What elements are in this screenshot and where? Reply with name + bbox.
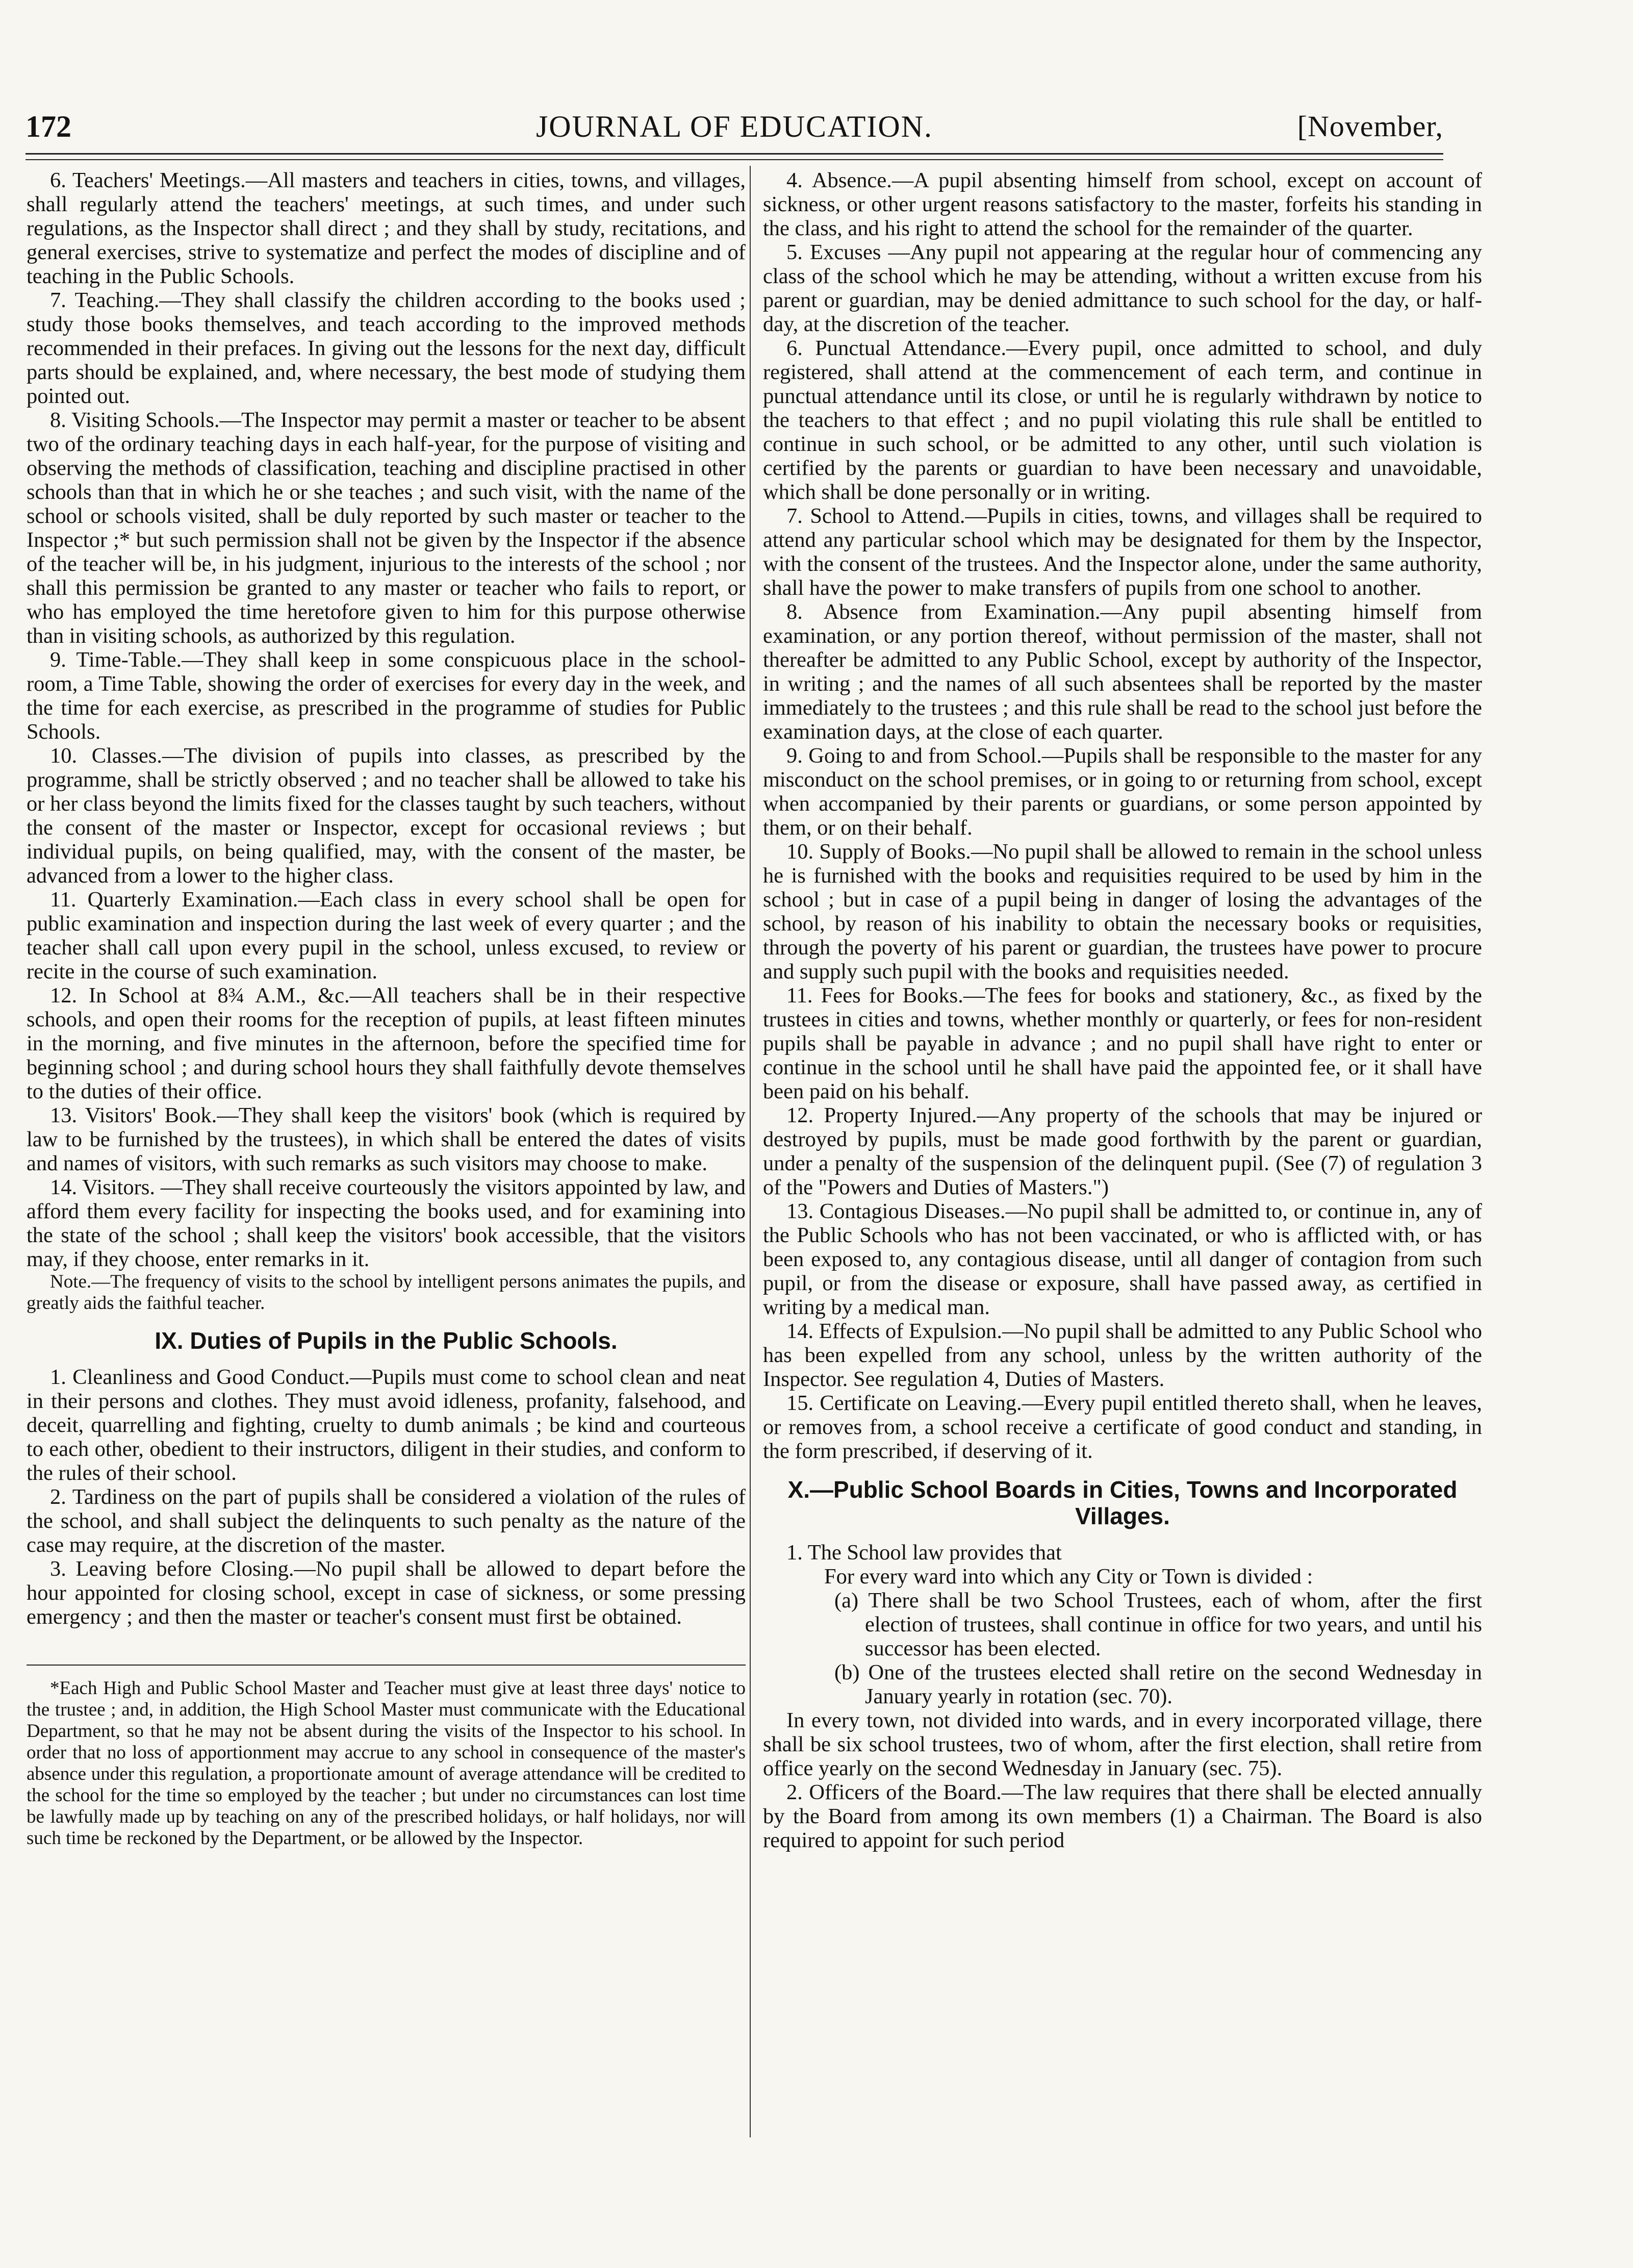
- clause: For every ward into which any City or Town is divided :: [824, 1565, 1313, 1589]
- journal-title: JOURNAL OF EDUCATION.: [535, 110, 933, 143]
- section-heading-ix: IX. Duties of Pupils in the Public Schools.: [155, 1327, 618, 1354]
- regulation-paragraph: 10. Supply of Books.—No pupil shall be allowed to remain in the school unless he is furnished with the books and requisities required to be used by him in the school ; but in case of a pupil being in danger of losing the advantages of the school, by reason of his inability to obtain the necessary books or requisities, through the poverty of his parent or guardian, the trustees have power to procure and supply such pupil with the books and requisities needed.: [763, 840, 1482, 984]
- regulation-paragraph: 13. Visitors' Book.—They shall keep the visitors' book (which is required by law to be furnished by the trustees), in which shall be entered the dates of visits and names of visitors, with such remarks as such visitors may choose to make.: [27, 1103, 746, 1175]
- clause: 1. The School law provides that: [786, 1541, 1062, 1565]
- regulation-paragraph: 13. Contagious Diseases.—No pupil shall be admitted to, or continue in, any of the Public Schools who has not been vaccinated, or who is afflicted with, or has been exposed to, any contagious disease, until all danger of contagion from such pupil, or from the disease or exposure, shall have passed away, as certified in writing by a medical man.: [763, 1199, 1482, 1319]
- clause-item-a: (a) There shall be two School Trustees, each of whom, after the first election of trustees, shall continue in office for two years, and until his successor has been elected.: [834, 1589, 1482, 1660]
- regulation-paragraph: 11. Quarterly Examination.—Each class in every school shall be open for public examination and inspection during the last week of every quarter ; and the teacher shall call upon every pupil in the school, unless excused, to review or recite in the course of such examination.: [27, 888, 746, 984]
- regulation-paragraph: 7. Teaching.—They shall classify the children according to the books used ; study those books themselves, and teach according to the improved methods recommended in their prefaces. In giving out the lessons for the next day, difficult parts should be explained, and, where necessary, the best mode of studying them pointed out.: [27, 288, 746, 408]
- regulation-paragraph: 9. Time-Table.—They shall keep in some conspicuous place in the school-room, a Time Table, showing the order of exercises for every day in the week, and the time for each exercise, as prescribed in the programme of studies for Public Schools.: [27, 648, 746, 744]
- clause: In every town, not divided into wards, and in every incorporated village, there shall be six school trustees, two of whom, after the first election, shall retire from office yearly on the second Wednesday in January (sec. 75).: [763, 1708, 1482, 1780]
- regulation-paragraph: 4. Absence.—A pupil absenting himself from school, except on account of sickness, or other urgent reasons satisfactory to the master, forfeits his standing in the class, and his right to attend the school for the remainder of the quarter.: [763, 168, 1482, 240]
- footnote: *Each High and Public School Master and Teacher must give at least three days' notice to the trustee ; and, in addition, the High School Master must communicate with the Educational Department, so that he may not be absent during the visits of the Inspector to his school. In order that no loss of apportionment may accrue to any school in consequence of the master's absence under this regulation, a proportionate amount of average attendance will be credited to the school for the time so employed by the teacher ; but under no circumstances can lost time be lawfully made up by teaching on any of the prescribed holidays, or half holidays, nor will such time be reckoned by the Department, or be allowed by the Inspector.: [27, 1678, 746, 1849]
- regulation-paragraph: 12. In School at 8¾ A.M., &c.—All teachers shall be in their respective schools, and open their rooms for the reception of pupils, at least fifteen minutes in the morning, and five minutes in the afternoon, before the specified time for beginning school ; and during school hours they shall faithfully devote themselves to the duties of their office.: [27, 984, 746, 1103]
- section-heading-x: X.—Public School Boards in Cities, Towns and Incorporated Villages.: [787, 1476, 1458, 1529]
- regulation-paragraph: 8. Absence from Examination.—Any pupil absenting himself from examination, or any portion thereof, without permission of the master, shall not thereafter be admitted to any Public School, except by authority of the Inspector, in writing ; and the names of all such absentees shall be reported by the master immediately to the trustees ; and this rule shall be read to the school just before the examination days, at the close of each quarter.: [763, 600, 1482, 744]
- page-header: [25, 109, 1443, 155]
- regulation-paragraph: 12. Property Injured.—Any property of the schools that may be injured or destroyed by pupils, must be made good forthwith by the parent or guardian, under a penalty of the suspension of the delinquent pupil. (See (7) of regulation 3 of the "Powers and Duties of Masters."): [763, 1103, 1482, 1199]
- regulation-paragraph: 6. Teachers' Meetings.—All masters and teachers in cities, towns, and villages, shall regularly attend the teachers' meetings, at such times, and under such regulations, as the Inspector shall direct ; and they shall by study, recitations, and general exercises, strive to systematize and perfect the modes of discipline and of teaching in the Public Schools.: [27, 168, 746, 288]
- regulation-paragraph: 6. Punctual Attendance.—Every pupil, once admitted to school, and duly registered, shall attend at the commencement of each term, and continue in punctual attendance until its close, or until he is regularly withdrawn by notice to the teachers to that effect ; and no pupil violating this rule shall be entitled to continue in such school, or be admitted to any other, until such violation is certified by the parents or guardian to have been necessary and unavoidable, which shall be done personally or in writing.: [763, 336, 1482, 504]
- footnote-rule: [27, 1665, 746, 1666]
- page-number: 172: [25, 110, 71, 143]
- regulation-paragraph: 8. Visiting Schools.—The Inspector may permit a master or teacher to be absent two of the ordinary teaching days in each half-year, for the purpose of visiting and observing the methods of classification, teaching and discipline practised in other schools than that in which he or she teaches ; and such visit, with the name of the school or schools visited, shall be duly reported by such master or teacher to the Inspector ;* but such permission shall not be given by the Inspector if the absence of the teacher will be, in his judgment, injurious to the interests of the school ; nor shall this permission be granted to any master or teacher who fails to report, or who has employed the time heretofore given to him for this purpose otherwise than in visiting schools, as authorized by this regulation.: [27, 408, 746, 648]
- regulation-paragraph: 9. Going to and from School.—Pupils shall be responsible to the master for any misconduct on the school premises, or in going to or returning from school, except when accompanied by their parents or guardians, or some person appointed by them, or on their behalf.: [763, 744, 1482, 840]
- issue-month: [November,: [1297, 110, 1443, 143]
- regulation-paragraph: 10. Classes.—The division of pupils into classes, as prescribed by the programme, shall be strictly observed ; and no teacher shall be allowed to take his or her class beyond the limits fixed for the classes taught by such teachers, without the consent of the master or Inspector, except for occasional reviews ; but individual pupils, on being qualified, may, with the consent of the master, be advanced from a lower to the higher class.: [27, 744, 746, 888]
- regulation-paragraph: 11. Fees for Books.—The fees for books and stationery, &c., as fixed by the trustees in cities and towns, whether monthly or quarterly, or fees for non-resident pupils shall be payable in advance ; and no pupil shall have right to enter or continue in the school until he shall have paid the appointed fee, or it shall have been paid on his behalf.: [763, 984, 1482, 1103]
- right-column: [763, 168, 1482, 2148]
- clause: 2. Officers of the Board.—The law requires that there shall be elected annually by the Board from among its own members (1) a Chairman. The Board is also required to appoint for such period: [763, 1780, 1482, 1852]
- clause-item-b: (b) One of the trustees elected shall retire on the second Wednesday in January yearly in rotation (sec. 70).: [834, 1660, 1482, 1708]
- header-rule: [25, 153, 1443, 155]
- header-rule-thin: [25, 159, 1443, 160]
- column-divider: [750, 166, 751, 2137]
- regulation-paragraph: 14. Effects of Expulsion.—No pupil shall be admitted to any Public School who has been expelled from any school, unless by the written authority of the Inspector. See regulation 4, Duties of Masters.: [763, 1319, 1482, 1391]
- regulation-paragraph: 1. Cleanliness and Good Conduct.—Pupils must come to school clean and neat in their persons and clothes. They must avoid idleness, profanity, falsehood, and deceit, quarrelling and fighting, cruelty to dumb animals ; be kind and courteous to each other, obedient to their instructors, diligent in their studies, and conform to the rules of their school.: [27, 1365, 746, 1485]
- regulation-paragraph: 2. Tardiness on the part of pupils shall be considered a violation of the rules of the school, and shall subject the delinquents to such penalty as the nature of the case may require, at the discretion of the master.: [27, 1485, 746, 1557]
- note-paragraph: Note.—The frequency of visits to the school by intelligent persons animates the pupils, and greatly aids the faithful teacher.: [27, 1271, 746, 1314]
- regulation-paragraph: 3. Leaving before Closing.—No pupil shall be allowed to depart before the hour appointed for closing school, except in case of sickness, or some pressing emergency ; and then the master or teacher's consent must first be obtained.: [27, 1557, 746, 1629]
- left-column: [27, 168, 746, 2148]
- regulation-paragraph: 14. Visitors. —They shall receive courteously the visitors appointed by law, and afford them every facility for inspecting the books used, and for examining into the state of the school ; shall keep the visitors' book accessible, that the visitors may, if they choose, enter remarks in it.: [27, 1175, 746, 1271]
- regulation-paragraph: 7. School to Attend.—Pupils in cities, towns, and villages shall be required to attend any particular school which may be designated for them by the Inspector, with the consent of the trustees. And the Inspector alone, under the same authority, shall have the power to make transfers of pupils from one school to another.: [763, 504, 1482, 600]
- regulation-paragraph: 15. Certificate on Leaving.—Every pupil entitled thereto shall, when he leaves, or removes from, a school receive a certificate of good conduct and standing, in the form prescribed, if deserving of it.: [763, 1391, 1482, 1463]
- regulation-paragraph: 5. Excuses —Any pupil not appearing at the regular hour of commencing any class of the school which he may be attending, without a written excuse from his parent or guardian, may be denied admittance to such school for the day, or half-day, at the discretion of the teacher.: [763, 240, 1482, 336]
